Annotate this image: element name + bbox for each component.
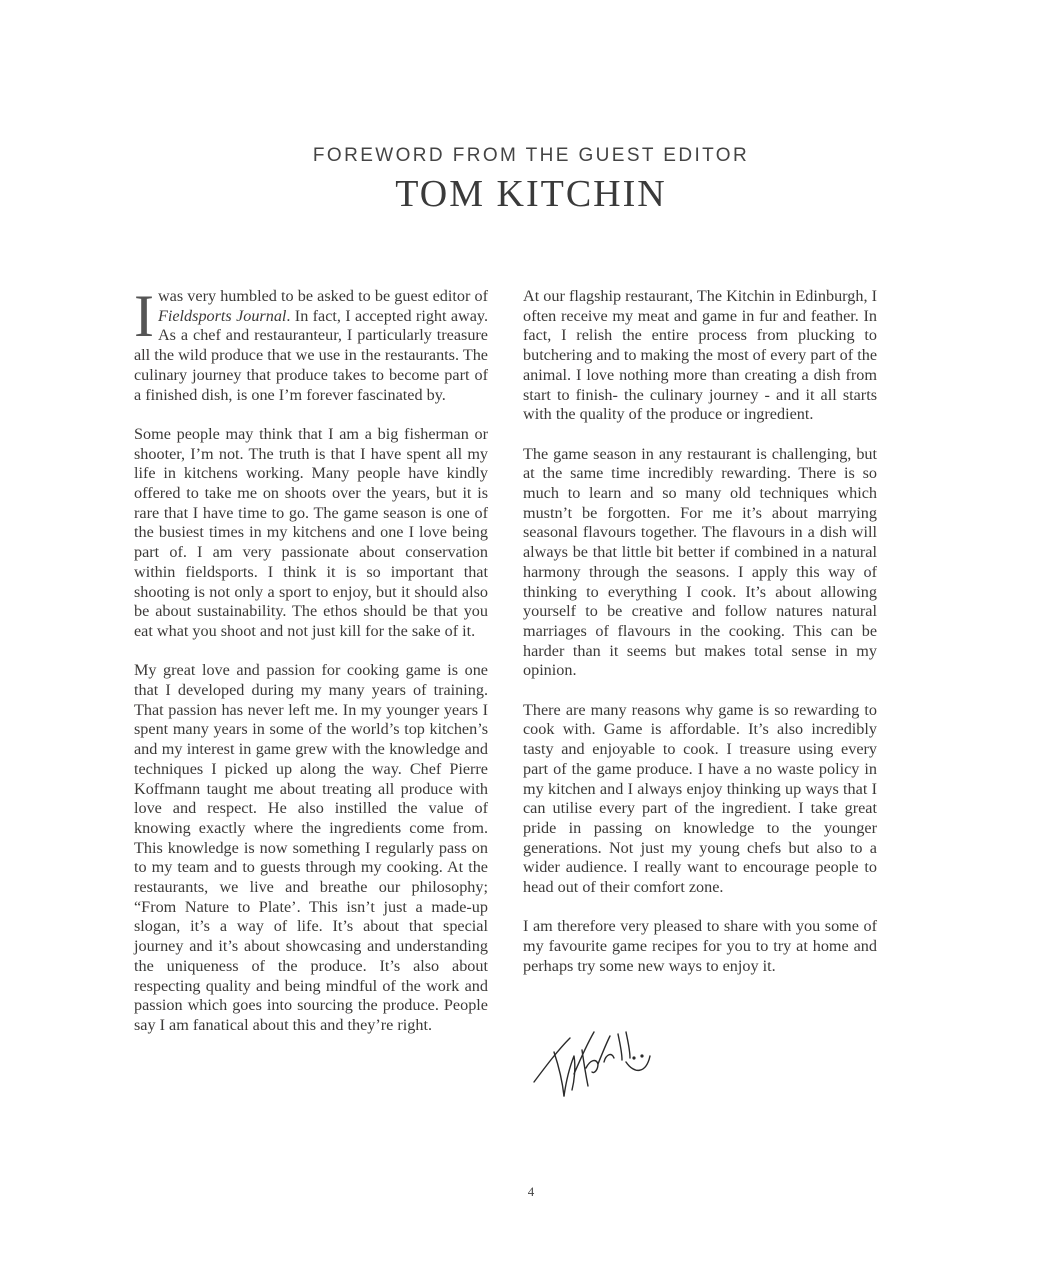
right-paragraph-3: There are many reasons why game is so rewarding to cook with. Game is affordable. It’s also incredibly tasty and enjoyable to cook. I treasure using every part of the game produce. I have a no waste policy in my kitchen and I always enjoy thinking up ways that I can utilise every part of the ingredient. I take great pride in passing on knowledge to the younger generations. Not just my young chefs but also to a wider audience. I really want to encourage people to head out of their comfort zone. — [523, 700, 877, 897]
page-title: TOM KITCHIN — [395, 173, 667, 215]
right-paragraph-2: The game season in any restaurant is challenging, but at the same time incredibly rewarding. There is so much to learn and so many old techniques which mustn’t be forgotten. For me it’s about marrying seasonal flavours together. The flavours in a dish will always be that little bit better if combined in a natural harmony through the seasons. I apply this way of thinking to everything I cook. It’s about allowing yourself to be creative and follow natures natural marriages of flavours in the cooking. This can be harder than it seems but makes total sense in my opinion. — [523, 444, 877, 680]
left-paragraph-1-text-b: . In fact, I accepted right away. As a chef and restauranteur, I particularly treasure all the wild produce that we use in the restaurants. The culinary journey that produce takes to become part of a finished dish, is one I’m forever fascinated by. — [134, 306, 488, 404]
right-paragraph-1: At our flagship restaurant, The Kitchin in Edinburgh, I often receive my meat and game in fur and feather. In fact, I relish the entire process from plucking to butchering and to making the most of every part of the animal. I love nothing more than creating a dish from start to finish- the culinary journey - and it all starts with the quality of the produce or ingredient. — [523, 287, 877, 424]
drop-cap: I — [134, 283, 154, 349]
left-paragraph-2: Some people may think that I am a big fisherman or shooter, I’m not. The truth is that I have spent all my life in kitchens working. Many people have kindly offered to take me on shoots over the years, but it is rare that I have time to go. The game season is one of the busiest times in my kitchens and one I love being part of. I am very passionate about conservation within fieldsports. I think it is so important that shooting is not only a sport to enjoy, but it should also be about sustainability. The ethos should be that you eat what you shoot and not just kill for the sake of it. — [134, 424, 488, 640]
right-paragraph-4: I am therefore very pleased to share with you some of my favourite game recipes for you to try at home and perhaps try some new ways to enjoy it. — [523, 917, 877, 975]
right-column — [523, 287, 877, 996]
publication-name: Fieldsports Journal — [157, 306, 287, 325]
foreword-kicker: FOREWORD FROM THE GUEST EDITOR — [312, 145, 750, 166]
page-number: 4 — [527, 1184, 535, 1199]
left-paragraph-1-text-a: was very humbled to be asked to be guest editor of — [157, 287, 488, 305]
handwritten-signature-icon — [528, 1016, 658, 1106]
left-paragraph-3: My great love and passion for cooking game is one that I developed during my many years of training. That passion has never left me. In my younger years I spent many years in some of the world’s top kitchen’s and my interest in game grew with the knowledge and techniques I picked up along the way. Chef Pierre Koffmann taught me about treating all produce with love and respect. He also instilled the value of knowing exactly where the ingredients come from. This knowledge is now something I regularly pass on to my team and to guests through my cooking. At the restaurants, we live and breathe our philosophy; “From Nature to Plate’. This isn’t just a made-up slogan, it’s a way of life. It’s about that special journey and it’s about showcasing and understanding the uniqueness of the produce. It’s also about respecting quality and being mindful of the work and passion which goes into sourcing the produce. People say I am fanatical about this and they’re right. — [134, 661, 488, 1034]
left-paragraph-1 — [134, 283, 488, 405]
left-column — [134, 283, 488, 1055]
